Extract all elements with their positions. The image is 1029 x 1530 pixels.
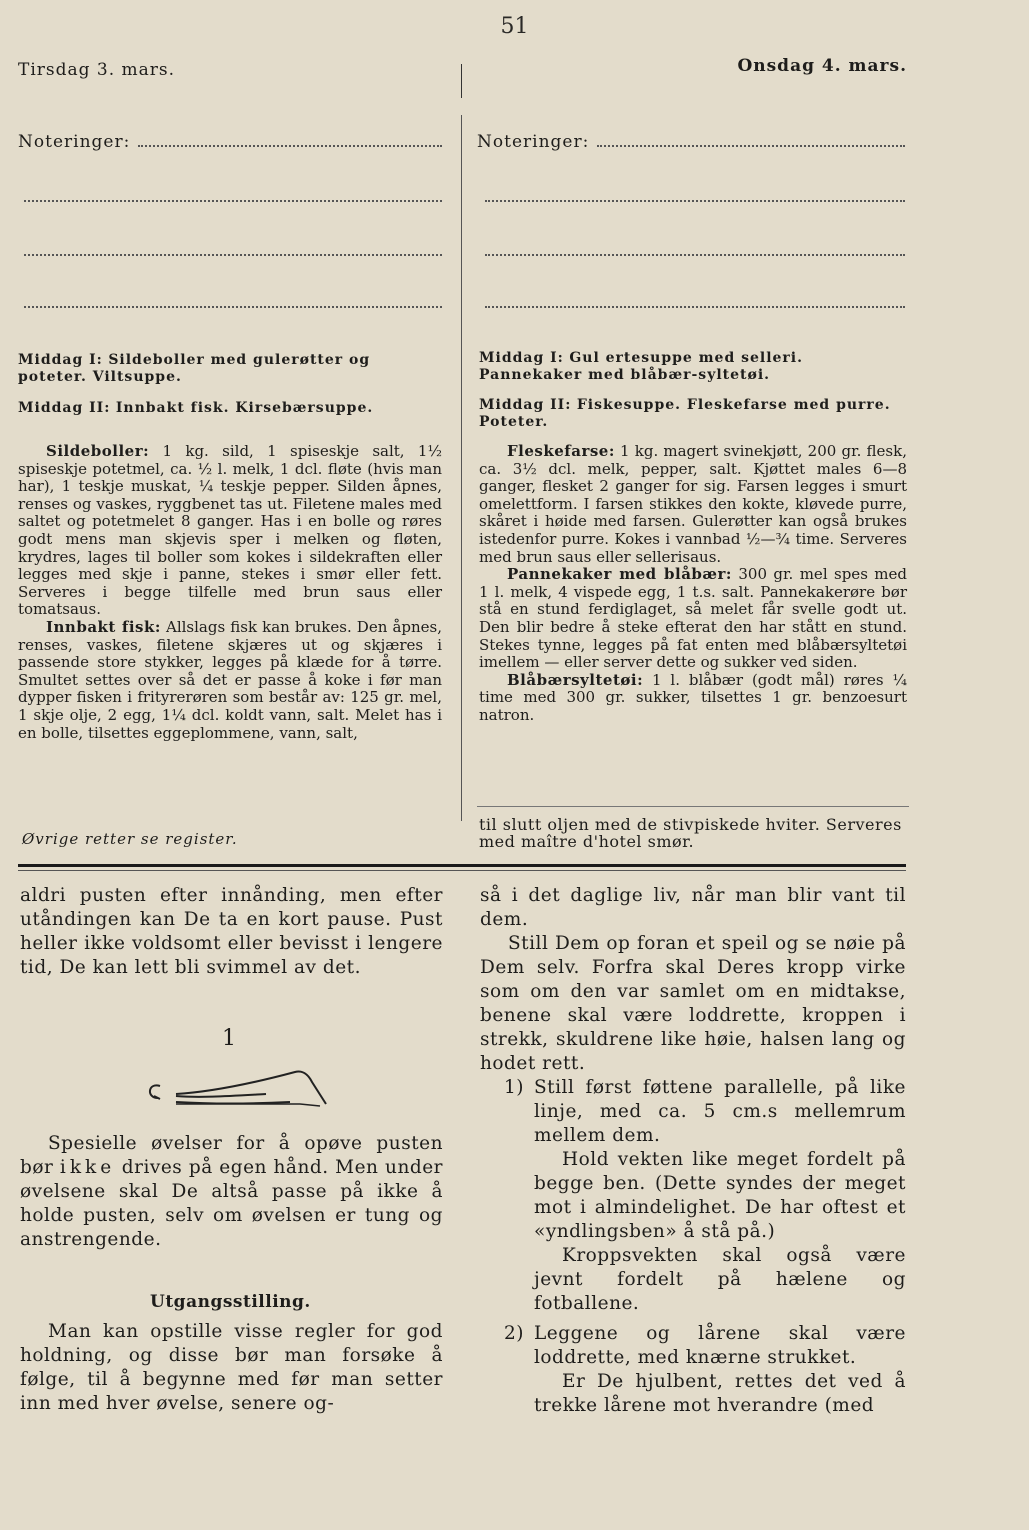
notes-dotted-line: [485, 254, 905, 256]
right-dinner-1: [479, 350, 907, 384]
left-notes-label: Noteringer:: [18, 132, 131, 152]
recipe-title: Pannekaker med blåbær:: [507, 565, 732, 584]
right-notes-label: Noteringer:: [477, 132, 590, 152]
paragraph: så i det daglige liv, når man blir vant til dem.: [480, 885, 906, 930]
text-run: drives på egen hånd. Men under øvelsene skal De altså passe på ikke å holde pusten, selv om øvelsen er tung og anstrengende.: [20, 1157, 443, 1250]
notes-dotted-line: [24, 254, 442, 256]
recipe-title: Innbakt fisk:: [46, 617, 161, 636]
recipe-title: Fleskefarse:: [507, 442, 615, 460]
notes-dotted-line: [24, 306, 442, 308]
paragraph: Man kan opstille visse regler for god holdning, og disse bør man forsøke å følge, til å begynne med før man setter inn med hver øvelse, senere og-: [20, 1321, 443, 1414]
register-footnote: Øvrige retter se register.: [22, 830, 238, 848]
left-recipes: [18, 443, 442, 742]
list-number: 1): [504, 1077, 524, 1098]
text-run: Spesielle øvelser for å opøve pusten bør: [20, 1133, 443, 1178]
recipe-continuation: til slutt oljen med de stivpiskede hviter. Serveres med maître d'hotel smør.: [479, 815, 902, 851]
list-item: [480, 1322, 906, 1418]
section-heading: Utgangsstilling.: [150, 1292, 311, 1312]
page-number: 51: [500, 14, 529, 39]
paragraph: [20, 1132, 443, 1252]
right-notes-line: [477, 132, 905, 152]
paragraph: Still Dem op foran et speil og se nøie på Dem selv. Forfra skal Deres kropp virke som om den var samlet om en midtakse, benene skal være loddrette, kroppen i strekk, skuldrene like høie, halsen lang og hodet rett.: [480, 933, 906, 1074]
recipe-text: 1 kg. magert svinekjøtt, 200 gr. flesk, ca. 3½ dcl. melk, pepper, salt. Kjøttet males 6—8 ganger, flesket 2 ganger for sig. Farsen legges i smurt omelettform. I farsen stikkes den kokte, kløvede purre, skåret i høide med farsen. Gulerøtter kan også brukes istedenfor purre. Kokes i vannbad ½—¾ time. Serveres med brun saus eller sellerisaus.: [479, 442, 907, 566]
paragraph: Er De hjulbent, rettes det ved å trekke lårene mot hverandre (med: [534, 1371, 906, 1416]
notes-dotted-line: [485, 200, 905, 202]
dinner-dishes: Gul ertesuppe med selleri. Pannekaker med blåbær-syltetøi.: [479, 350, 804, 383]
recipe-text: Allslags fisk kan brukes. Den åpnes, renses, vaskes, filetene skjæres ut og skjæres i passende store stykker, legges på klæde for å tørre. Smultet settes over så det er passe å koke i før man dypper fisken i frityrerøren som består av: 125 gr. mel, 1 skje olje, 2 egg, 1¼ dcl. koldt vann, salt. Melet has i en bolle, tilsettes eggeplommene, vann, salt,: [18, 617, 442, 742]
lower-right-text: [480, 884, 906, 1418]
recipe-text: 1 kg. sild, 1 spiseskje salt, 1½ spiseskje potetmel, ca. ½ l. melk, 1 dcl. fløte (hvis man har), 1 teskje muskat, ¼ teskje pepper. Silden åpnes, renses og vaskes, ryggbenet tas ut. Filetene males med saltet og potetmelet 8 ganger. Has i en bolle og røres godt mens man skjevis sper i melken og fløten, krydres, lages til boller som kokes i sildekraften eller legges med skje i panne, stekes i smør eller fett. Serveres i begge tilfelle med brun saus eller tomatsaus.: [18, 442, 442, 619]
right-date-heading: Onsdag 4. mars.: [737, 56, 907, 76]
section-rule-thin: [18, 870, 906, 871]
recipe-fleskefarse: [479, 443, 907, 566]
list-item: [480, 1076, 906, 1316]
dinner-label: Middag I:: [18, 352, 103, 368]
lower-left-paragraph-1: [20, 884, 443, 980]
dinner-label: Middag I:: [479, 350, 564, 366]
notes-dotted-line: [24, 200, 442, 202]
left-notes-line: [18, 132, 442, 152]
emphasis-spaced: ikke: [59, 1157, 116, 1178]
recipe-title: Sildeboller:: [46, 442, 150, 460]
recipe-separator: [477, 806, 909, 807]
paragraph: Hold vekten like meget fordelt på begge ben. (Dette syndes der meget mot i almindelighet. De har oftest et «yndlingsben» å stå på.): [534, 1149, 906, 1242]
dinner-label: Middag II:: [18, 400, 111, 416]
paragraph: aldri pusten efter innånding, men efter utåndingen kan De ta en kort pause. Pust heller ikke voldsomt eller bevisst i lengere tid, De kan lett bli svimmel av det.: [20, 885, 443, 978]
left-date-heading: Tirsdag 3. mars.: [18, 60, 176, 80]
list-number: 2): [504, 1323, 524, 1344]
left-dinner-2: [18, 400, 442, 417]
left-dinner-1: [18, 352, 442, 386]
column-divider-top: [461, 64, 462, 98]
column-divider: [461, 115, 462, 821]
right-dinner-2: [479, 397, 907, 431]
recipe-sildeboller: [18, 443, 442, 619]
notes-dotted-line: [597, 145, 905, 147]
section-rule: [18, 864, 906, 867]
lower-left-paragraph-3: [20, 1320, 443, 1416]
notes-dotted-line: [485, 306, 905, 308]
dinner-label: Middag II:: [479, 397, 572, 413]
recipe-innbakt-fisk: [18, 619, 442, 742]
dinner-dishes: Innbakt fisk. Kirsebærsuppe.: [115, 400, 374, 416]
figure-number: 1: [222, 1026, 236, 1051]
paragraph: Still først føttene parallelle, på like linje, med ca. 5 cm.s mellemrum mellem dem.: [534, 1077, 906, 1146]
lower-left-paragraph-2: [20, 1132, 443, 1252]
recipe-pannekaker: [479, 566, 907, 672]
right-recipes: [479, 443, 907, 725]
dinner-dishes: Sildeboller med gulerøtter og poteter. Viltsuppe.: [18, 352, 371, 385]
recipe-text: 300 gr. mel spes med 1 l. melk, 4 vispede egg, 1 t.s. salt. Pannekakerøre bør stå en stund ferdiglaget, så melet får svelle godt ut. Den blir bedre å steke efterat den har stått en stund. Stekes tynne, legges på fat enten med blåbærsyltetøi imellem — eller server dette og sukker ved siden.: [479, 565, 907, 672]
paragraph: Leggene og lårene skal være loddrette, med knærne strukket.: [534, 1323, 906, 1368]
paragraph: Kroppsvekten skal også være jevnt fordelt på hælene og fotballene.: [534, 1245, 906, 1314]
notes-dotted-line: [138, 145, 442, 147]
recipe-text: 1 l. blåbær (godt mål) røres ¼ time med 300 gr. sukker, tilsettes 1 gr. benzoesurt natron.: [479, 670, 907, 724]
breathing-posture-figure: [140, 1058, 340, 1116]
recipe-blabaersyltetoi: [479, 672, 907, 725]
recipe-title: Blåbærsyltetøi:: [507, 670, 644, 689]
dinner-dishes: Fiskesuppe. Fleskefarse med purre. Poteter.: [479, 397, 891, 430]
